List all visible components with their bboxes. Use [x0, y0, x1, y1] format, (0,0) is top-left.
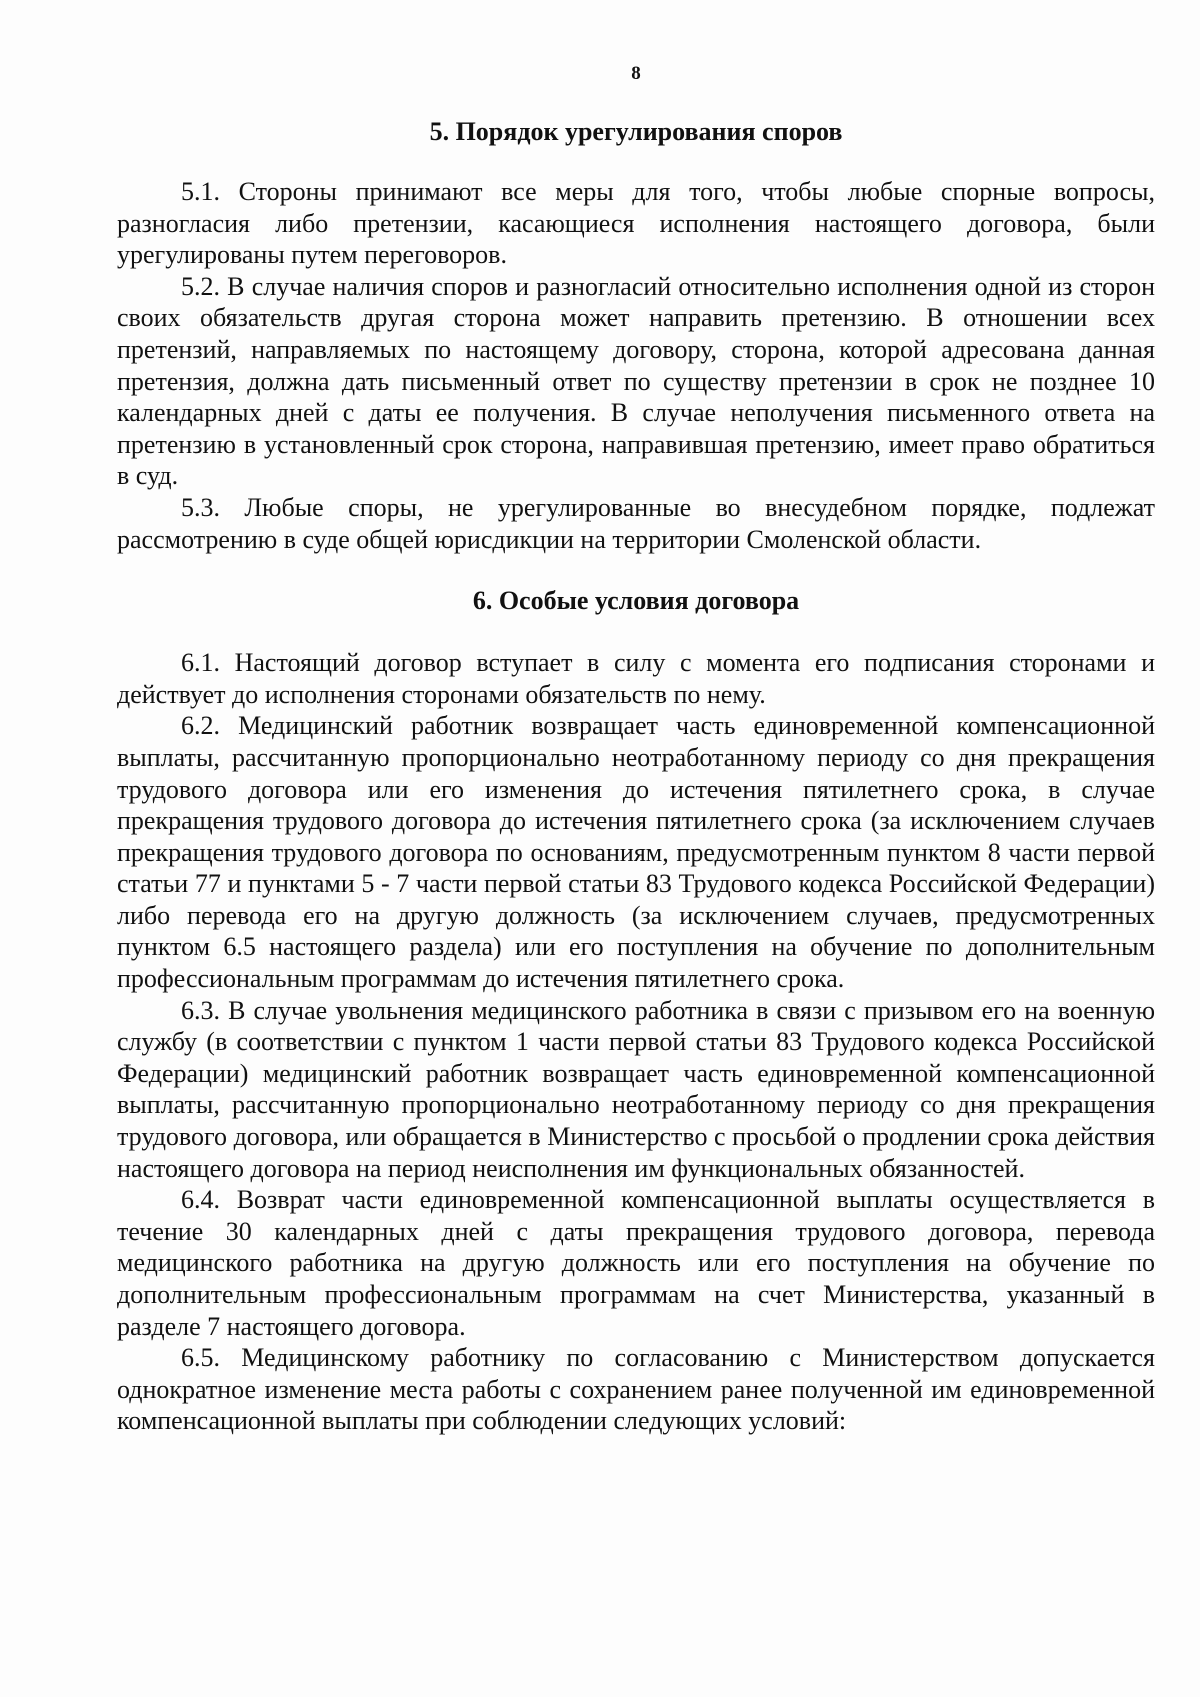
paragraph-5-2: 5.2. В случае наличия споров и разногласий относительно исполнения одной из сторон своих обязательств другая сторона может направить претензию. В отношении всех претензий, направляемых по настоящему договору, сторона, которой адресована данная претензия, должна дать письменный ответ по существу претензии в срок не позднее 10 календарных дней с даты ее получения. В случае неполучения письменного ответа на претензию в установленный срок сторона, направившая претензию, имеет право обратиться в суд. [117, 271, 1155, 491]
paragraph-5-3: 5.3. Любые споры, не урегулированные во внесудебном порядке, подлежат рассмотрению в суде общей юрисдикции на территории Смоленской области. [117, 492, 1155, 554]
paragraph-6-1: 6.1. Настоящий договор вступает в силу с момента его подписания сторонами и действует до исполнения сторонами обязательств по нему. [117, 648, 1155, 709]
section-heading-disputes: 5. Порядок урегулирования споров [429, 117, 843, 146]
page-number: 8 [631, 63, 641, 84]
paragraph-6-4: 6.4. Возврат части единовременной компенсационной выплаты осуществляется в течение 30 календарных дней с даты прекращения трудового договора, перевода медицинского работника на другую должность или его поступления на обучение по дополнительным профессиональным программам на счет Министерства, указанный в разделе 7 настоящего договора. [117, 1185, 1155, 1341]
paragraph-6-5: 6.5. Медицинскому работнику по согласованию с Министерством допускается однократное изменение места работы с сохранением ранее полученной им единовременной компенсационной выплаты при соблюдении следующих условий: [117, 1343, 1155, 1436]
section-heading-special-conditions: 6. Особые условия договора [472, 586, 800, 616]
paragraph-6-2: 6.2. Медицинский работник возвращает часть единовременной компенсационной выплаты, рассчитанную пропорционально неотработанному периоду со дня прекращения трудового договора или его изменения до истечения пятилетнего срока, в случае прекращения трудового договора до истечения пятилетнего срока (за исключением случаев прекращения трудового договора по основаниям, предусмотренным пунктом 8 части первой статьи 77 и пунктами 5 - 7 части первой статьи 83 Трудового кодекса Российской Федерации) либо перевода его на другую должность (за исключением случаев, предусмотренных пунктом 6.5 настоящего раздела) или его поступления на обучение по дополнительным профессиональным программам до истечения пятилетнего срока. [117, 711, 1155, 994]
paragraph-5-1: 5.1. Стороны принимают все меры для того, чтобы любые спорные вопросы, разногласия либо претензии, касающиеся исполнения настоящего договора, были урегулированы путем переговоров. [117, 177, 1155, 270]
paragraph-6-3: 6.3. В случае увольнения медицинского работника в связи с призывом его на военную службу (в соответствии с пунктом 1 части первой статьи 83 Трудового кодекса Российской Федерации) медицинский работник возвращает часть единовременной компенсационной выплаты, рассчитанную пропорционально неотработанному периоду со дня прекращения трудового договора, или обращается в Министерство с просьбой о продлении срока действия настоящего договора на период неисполнения им функциональных обязанностей. [117, 995, 1155, 1183]
